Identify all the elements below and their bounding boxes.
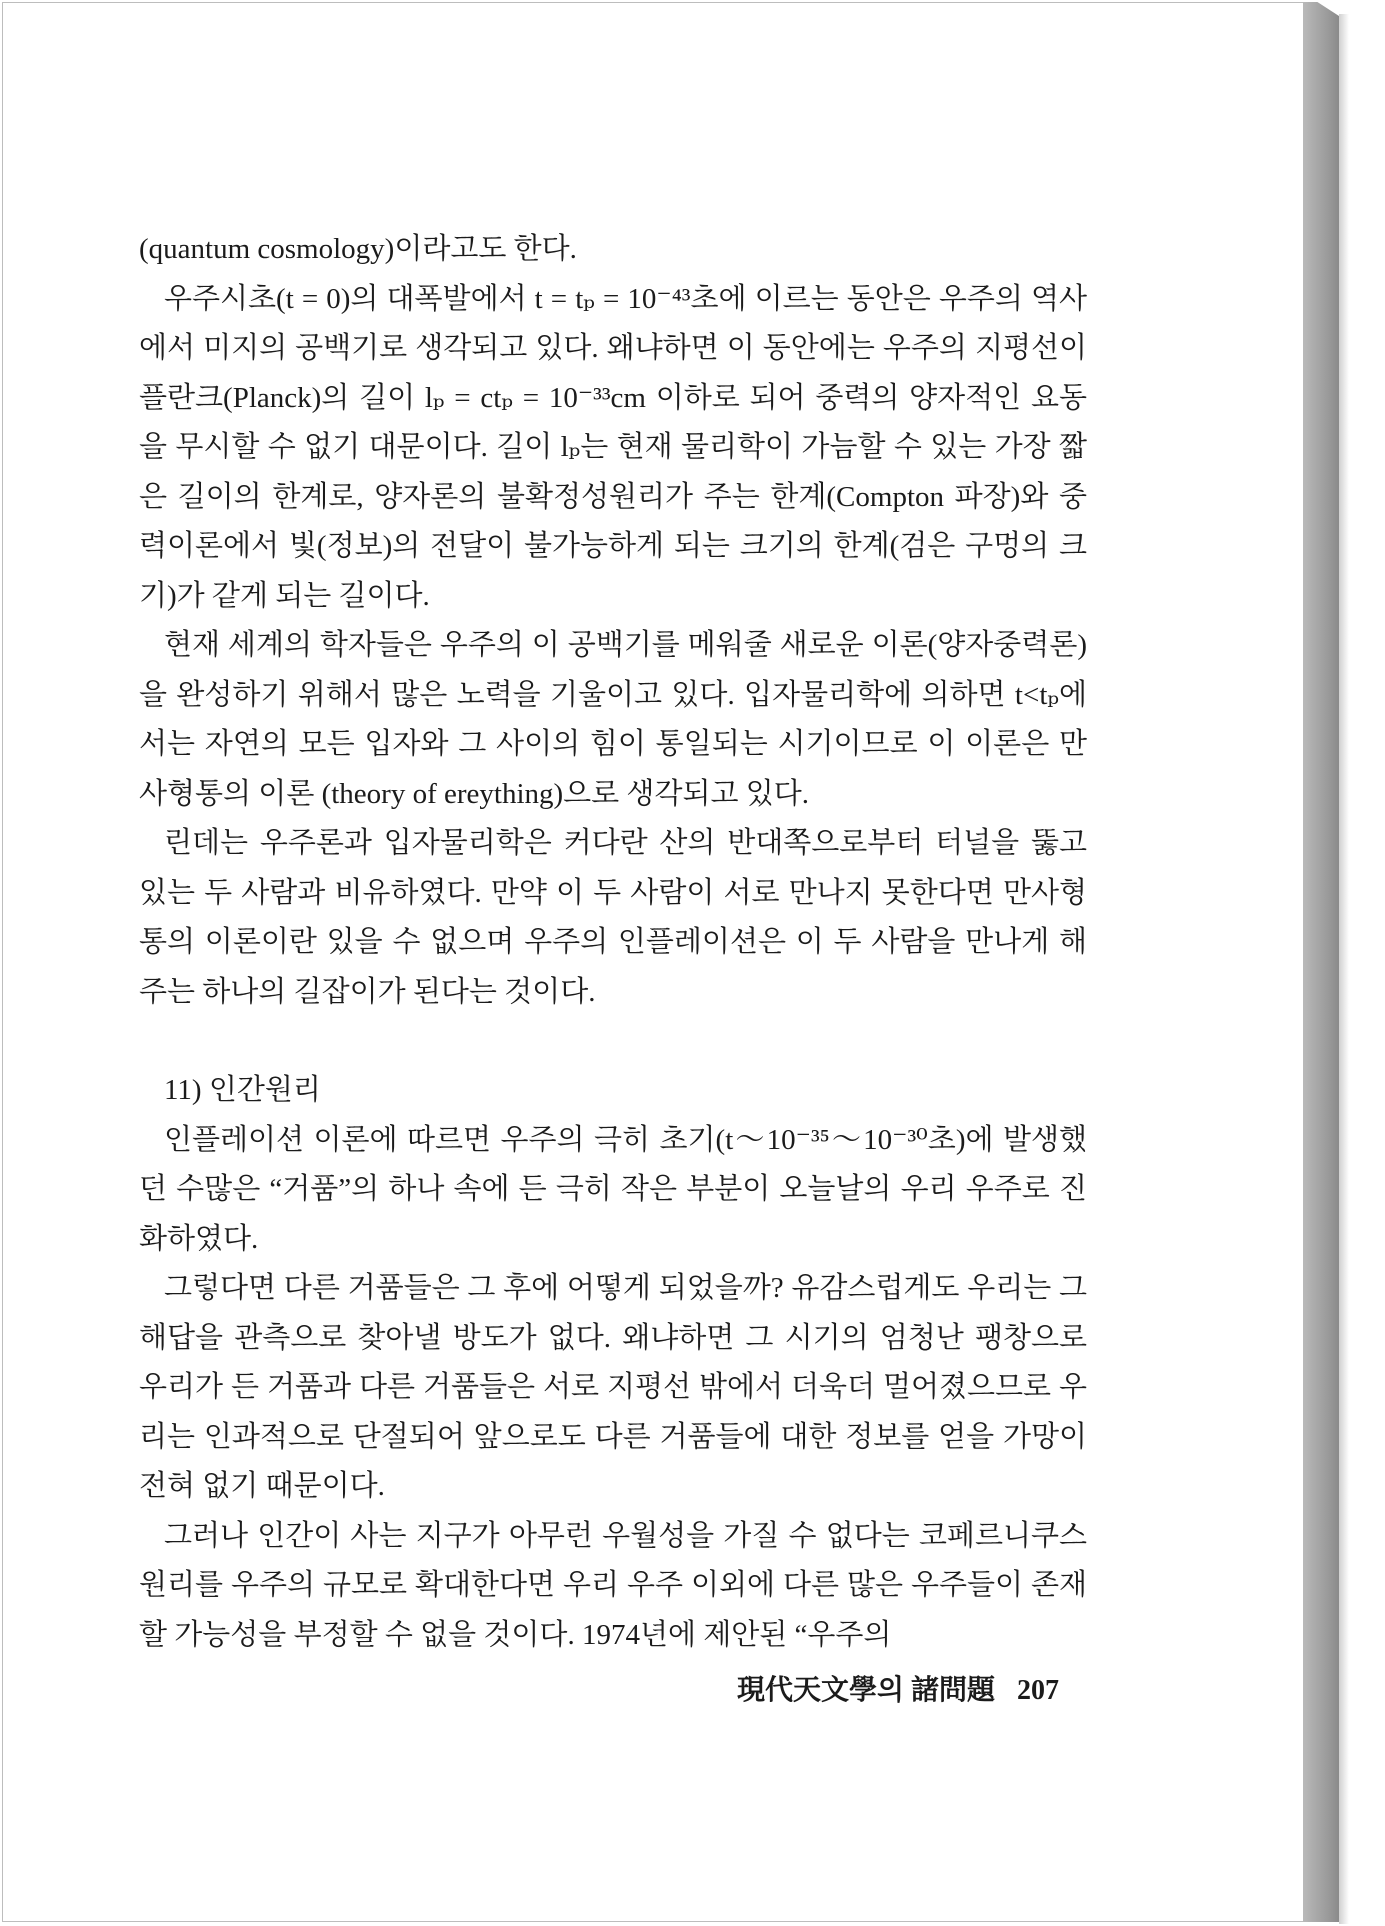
page-number: 207 [1017,1675,1059,1706]
paragraph: 린데는 우주론과 입자물리학은 커다란 산의 반대쪽으로부터 터널을 뚫고 있는 두 사람과 비유하였다. 만약 이 두 사람이 서로 만나지 못한다면 만사형통의 이론이란 있을 수 없으며 우주의 인플레이션은 이 두 사람을 만나게 해주는 하나의 길잡이가 된다는 것이다. [139,827,1087,1008]
book-page [2,2,1304,1922]
paragraph: (quantum cosmology)이라고도 한다. [139,233,577,265]
paragraph: 현재 세계의 학자들은 우주의 이 공백기를 메워줄 새로운 이론(양자중력론)을 완성하기 위해서 많은 노력을 기울이고 있다. 입자물리학에 의하면 t<tₚ에서는 자연의 모든 입자와 그 사이의 힘이 통일되는 시기이므로 이 이론은 만사형통의 이론 (theory of ereything)으로 생각되고 있다. [139,629,1087,810]
paragraph: 그러나 인간이 사는 지구가 아무런 우월성을 가질 수 없다는 코페르니쿠스 원리를 우주의 규모로 확대한다면 우리 우주 이외에 다른 많은 우주들이 존재할 가능성을 부정할 수 없을 것이다. 1974년에 제안된 “우주의 [139,1519,1087,1651]
page-drop-shadow [1339,14,1349,1924]
page-footer [703,1668,1059,1708]
page-body [139,225,1087,1660]
running-title: 現代天文學의 諸問題 [736,1675,995,1706]
paragraph: 그렇다면 다른 거품들은 그 후에 어떻게 되었을까? 유감스럽게도 우리는 그 해답을 관측으로 찾아낼 방도가 없다. 왜냐하면 그 시기의 엄청난 팽창으로 우리가 든 거품과 다른 거품들은 서로 지평선 밖에서 더욱더 멀어졌으므로 우리는 인과적으로 단절되어 앞으로도 다른 거품들에 대한 정보를 얻을 가망이 전혀 없기 때문이다. [139,1272,1087,1502]
paragraph: 인플레이션 이론에 따르면 우주의 극히 초기(t～10⁻³⁵～10⁻³⁰초)에 발생했던 수많은 “거품”의 하나 속에 든 극히 작은 부분이 오늘날의 우리 우주로 진화하였다. [139,1123,1087,1255]
section-heading: 11) 인간원리 [164,1074,321,1106]
paragraph: 우주시초(t = 0)의 대폭발에서 t = tₚ = 10⁻⁴³초에 이르는 동안은 우주의 역사에서 미지의 공백기로 생각되고 있다. 왜냐하면 이 동안에는 우주의 지평선이 플란크(Planck)의 길이 lₚ = ctₚ = 10⁻³³cm 이하로 되어 중력의 양자적인 요동을 무시할 수 없기 대문이다. 길이 lₚ는 현재 물리학이 가늠할 수 있는 가장 짧은 길이의 한계로, 양자론의 불확정성원리가 주는 한계(Compton 파장)와 중력이론에서 빛(정보)의 전달이 불가능하게 되는 크기의 한계(검은 구멍의 크기)가 같게 되는 길이다. [139,282,1087,612]
page-edge-shadow [1303,2,1339,1922]
